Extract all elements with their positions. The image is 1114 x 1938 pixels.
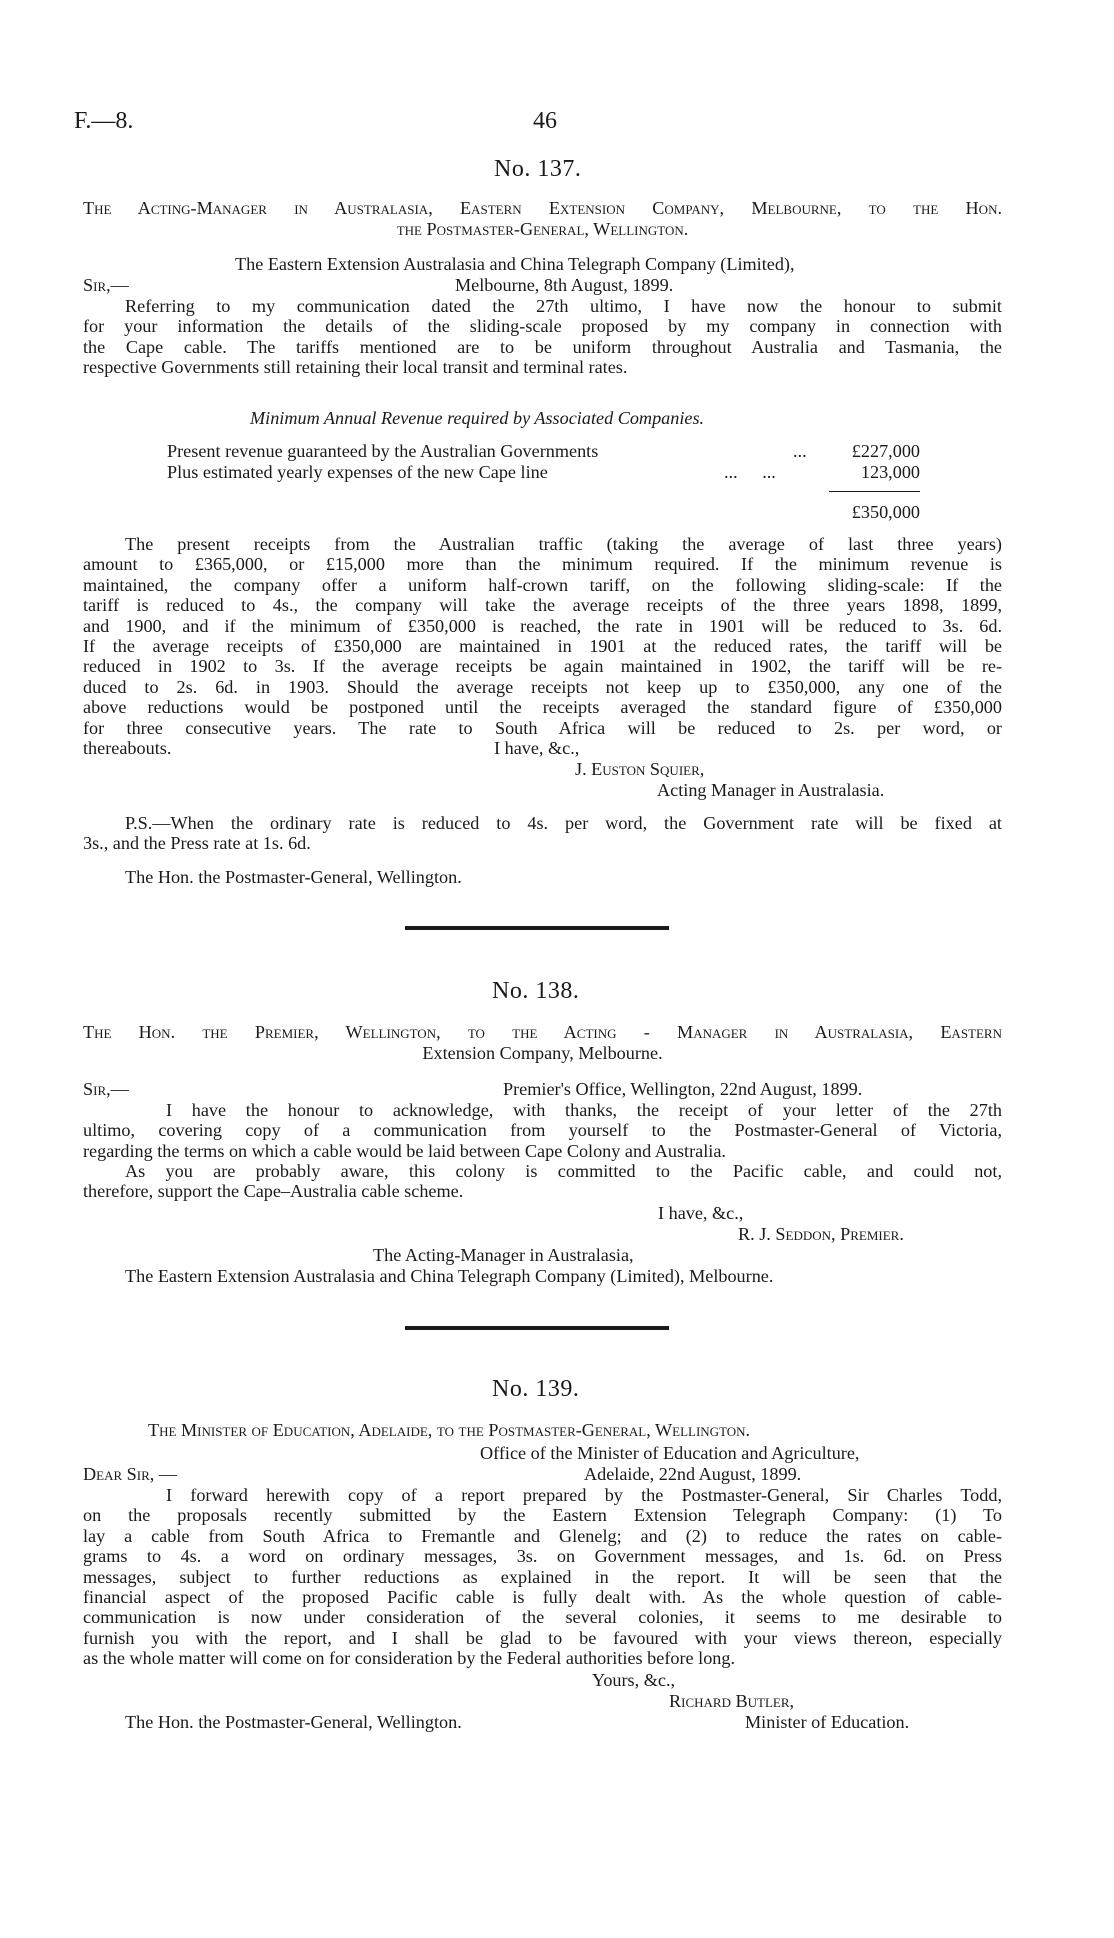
letter-137-address-line1: The Eastern Extension Australasia and China Telegraph Company (Limited),	[235, 254, 795, 274]
revenue-table-heading: Minimum Annual Revenue required by Associated Companies.	[250, 408, 705, 428]
letter-138-address: Premier's Office, Wellington, 22nd August, 1899.	[503, 1079, 863, 1099]
paragraph-line: reduced in 1902 to 3s. If the average receipts be again maintained in 1902, the tariff will be re-	[83, 656, 1002, 677]
page-number: 46	[533, 108, 557, 134]
revenue-row-label: Plus estimated yearly expenses of the new Cape line	[167, 462, 548, 482]
letter-138-title-line: The Hon. the Premier, Wellington, to the Acting - Manager in Australasia, Eastern	[83, 1022, 1002, 1042]
revenue-row-value: £227,000	[851, 441, 920, 461]
paragraph-line: respective Governments still retaining their local transit and terminal rates.	[83, 357, 628, 378]
revenue-row-value: 123,000	[860, 462, 920, 482]
paragraph-line: financial aspect of the proposed Pacific cable is fully dealt with. As the whole question of cable-	[83, 1587, 1002, 1608]
paragraph-line: maintained, the company offer a uniform half-crown tariff, on the following sliding-scale: If the	[83, 574, 1002, 595]
letter-137-signature: J. Euston Squier,	[575, 759, 705, 779]
letter-138-paragraph-2	[83, 1161, 1002, 1202]
letter-138-paragraph-1	[83, 1100, 1002, 1161]
letter-138-title	[83, 1022, 1002, 1042]
letter-138-salutation: Sir,—	[83, 1079, 129, 1099]
revenue-row-leader: ...	[793, 441, 807, 461]
letter-139-address-line2: Adelaide, 22nd August, 1899.	[584, 1464, 802, 1484]
letter-139-paragraph-1	[83, 1485, 1002, 1669]
letter-137-paragraph-2	[83, 534, 1002, 738]
doc-reference: F.—8.	[74, 108, 134, 134]
letter-137-title	[83, 198, 1002, 218]
letter-137-addressee: The Hon. the Postmaster-General, Wellington.	[125, 867, 462, 887]
letter-137-address-line2: Melbourne, 8th August, 1899.	[455, 275, 674, 295]
paragraph-line: on the proposals recently submitted by the Eastern Extension Telegraph Company: (1) To	[83, 1505, 1002, 1526]
paragraph-line: communication is now under consideration of the several colonies, it seems to me desirable to	[83, 1607, 1002, 1628]
letter-138-signature: R. J. Seddon, Premier.	[738, 1224, 904, 1244]
letter-137-paragraph-1	[83, 296, 1002, 378]
paragraph-line: lay a cable from South Africa to Fremantle and Glenelg; and (2) to reduce the rates on cable-	[83, 1525, 1002, 1546]
letter-138-number: No. 138.	[492, 978, 580, 1004]
letter-138-title-line2: Extension Company, Melbourne.	[422, 1043, 663, 1063]
letter-137-salutation: Sir,—	[83, 275, 129, 295]
letter-138-addressee-line2: The Eastern Extension Australasia and China Telegraph Company (Limited), Melbourne.	[125, 1266, 774, 1286]
letter-139-closing: Yours, &c.,	[592, 1670, 676, 1690]
letter-137-postscript	[83, 813, 1002, 854]
paragraph-line: P.S.—When the ordinary rate is reduced to 4s. per word, the Government rate will be fixed at	[125, 813, 1002, 833]
paragraph-line: grams to 4s. a word on ordinary messages, 3s. on Government messages, and 1s. 6d. on Press	[83, 1546, 1002, 1567]
paragraph-line: As you are probably aware, this colony is committed to the Pacific cable, and could not,	[125, 1161, 1002, 1181]
paragraph-line: furnish you with the report, and I shall be glad to be favoured with your views thereon, especially	[83, 1627, 1002, 1648]
letter-139-address-line1: Office of the Minister of Education and Agriculture,	[480, 1443, 860, 1463]
paragraph-line: tariff is reduced to 4s., the company will take the average receipts of the three years 1898, 1899,	[83, 595, 1002, 616]
paragraph-line: the Cape cable. The tariffs mentioned are to be uniform throughout Australia and Tasmania, the	[83, 336, 1002, 357]
revenue-row-leader: ... ...	[724, 462, 776, 482]
section-divider	[405, 1326, 669, 1330]
letter-138-closing: I have, &c.,	[658, 1203, 744, 1223]
paragraph-line: 3s., and the Press rate at 1s. 6d.	[83, 833, 311, 854]
letter-137-title-line: The Acting-Manager in Australasia, Eastern Extension Company, Melbourne, to the Hon.	[83, 198, 1002, 218]
paragraph-line: therefore, support the Cape–Australia cable scheme.	[83, 1181, 464, 1202]
paragraph-line: Referring to my communication dated the 27th ultimo, I have now the honour to submit	[125, 296, 1002, 316]
letter-137-signature-title: Acting Manager in Australasia.	[657, 780, 885, 800]
letter-137-closing: I have, &c.,	[494, 738, 580, 758]
paragraph-line: duced to 2s. 6d. in 1903. Should the average receipts not keep up to £350,000, any one of the	[83, 676, 1002, 697]
letter-137-title-line2: the Postmaster-General, Wellington.	[396, 219, 689, 239]
paragraph-line: ultimo, covering copy of a communication from yourself to the Postmaster-General of Victoria,	[83, 1120, 1002, 1141]
letter-139-salutation: Dear Sir, —	[83, 1464, 178, 1484]
paragraph-line: as the whole matter will come on for consideration by the Federal authorities before long.	[83, 1648, 736, 1669]
letter-139-addressee: The Hon. the Postmaster-General, Wellington.	[125, 1712, 462, 1732]
paragraph-line: for three consecutive years. The rate to South Africa will be reduced to 2s. per word, or	[83, 717, 1002, 738]
paragraph-line: for your information the details of the sliding-scale proposed by my company in connection with	[83, 316, 1002, 337]
section-divider	[405, 926, 669, 930]
letter-139-signature-title: Minister of Education.	[745, 1712, 910, 1732]
revenue-total: £350,000	[851, 502, 920, 522]
letter-139-title: The Minister of Education, Adelaide, to the Postmaster-General, Wellington.	[148, 1420, 751, 1440]
paragraph-line: messages, subject to further reductions as explained in the report. It will be seen that the	[83, 1566, 1002, 1587]
paragraph-line: and 1900, and if the minimum of £350,000 is reached, the rate in 1901 will be reduced to 3s. 6d.	[83, 615, 1002, 636]
total-rule	[829, 491, 920, 492]
letter-138-addressee-line1: The Acting-Manager in Australasia,	[373, 1245, 634, 1265]
paragraph-line: If the average receipts of £350,000 are maintained in 1901 at the reduced rates, the tariff will be	[83, 636, 1002, 657]
paragraph-line: above reductions would be postponed until the receipts averaged the standard figure of £350,000	[83, 697, 1002, 718]
letter-139-number: No. 139.	[492, 1376, 580, 1402]
paragraph-line: regarding the terms on which a cable would be laid between Cape Colony and Australia.	[83, 1140, 726, 1161]
letter-139-signature: Richard Butler,	[669, 1691, 795, 1711]
paragraph-line: The present receipts from the Australian traffic (taking the average of last three years)	[125, 534, 1002, 554]
revenue-row-label: Present revenue guaranteed by the Australian Governments	[167, 441, 599, 461]
paragraph-line: I have the honour to acknowledge, with thanks, the receipt of your letter of the 27th	[166, 1100, 1002, 1120]
letter-137-paragraph-2-end: thereabouts.	[83, 738, 172, 758]
letter-137-number: No. 137.	[494, 156, 582, 182]
paragraph-line: amount to £365,000, or £15,000 more than the minimum required. If the minimum revenue is	[83, 554, 1002, 575]
paragraph-line: I forward herewith copy of a report prepared by the Postmaster-General, Sir Charles Todd,	[166, 1485, 1002, 1505]
